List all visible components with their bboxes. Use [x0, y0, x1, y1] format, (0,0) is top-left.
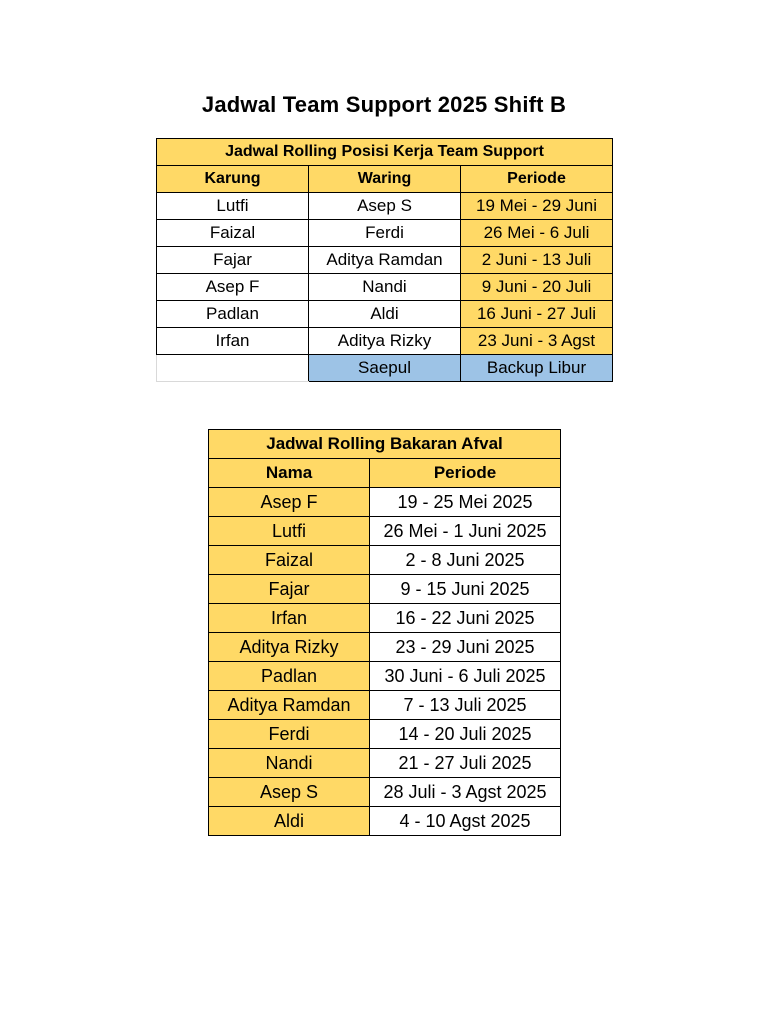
- waring-cell: Aditya Rizky: [309, 328, 461, 355]
- column-header-periode: Periode: [370, 459, 561, 488]
- table-row: [209, 633, 561, 662]
- backup-row: [157, 355, 613, 382]
- karung-cell: Faizal: [157, 220, 309, 247]
- table-row: [157, 220, 613, 247]
- periode-cell: 16 Juni - 27 Juli: [461, 301, 613, 328]
- periode-cell: 30 Juni - 6 Juli 2025: [370, 662, 561, 691]
- page-title: Jadwal Team Support 2025 Shift B: [201, 92, 567, 117]
- periode-cell: 21 - 27 Juli 2025: [370, 749, 561, 778]
- column-header-waring: Waring: [309, 166, 461, 193]
- empty-cell: [157, 355, 309, 382]
- table-row: [209, 575, 561, 604]
- periode-cell: 2 Juni - 13 Juli: [461, 247, 613, 274]
- karung-cell: Lutfi: [157, 193, 309, 220]
- nama-cell: Irfan: [209, 604, 370, 633]
- periode-cell: 4 - 10 Agst 2025: [370, 807, 561, 836]
- nama-cell: Asep S: [209, 778, 370, 807]
- table-row: [209, 546, 561, 575]
- periode-cell: 23 - 29 Juni 2025: [370, 633, 561, 662]
- periode-cell: 9 Juni - 20 Juli: [461, 274, 613, 301]
- table-row: [157, 274, 613, 301]
- table-row: [209, 488, 561, 517]
- table-row: [209, 778, 561, 807]
- periode-cell: 2 - 8 Juni 2025: [370, 546, 561, 575]
- periode-cell: 14 - 20 Juli 2025: [370, 720, 561, 749]
- nama-cell: Nandi: [209, 749, 370, 778]
- table-row: [209, 691, 561, 720]
- afval-rolling-table: [208, 429, 561, 836]
- nama-cell: Aditya Ramdan: [209, 691, 370, 720]
- periode-cell: 26 Mei - 1 Juni 2025: [370, 517, 561, 546]
- table-row: [209, 604, 561, 633]
- periode-cell: 26 Mei - 6 Juli: [461, 220, 613, 247]
- nama-cell: Lutfi: [209, 517, 370, 546]
- nama-cell: Aditya Rizky: [209, 633, 370, 662]
- nama-cell: Fajar: [209, 575, 370, 604]
- periode-cell: 7 - 13 Juli 2025: [370, 691, 561, 720]
- table-row: [157, 328, 613, 355]
- rolling-position-table: [156, 138, 613, 382]
- waring-cell: Nandi: [309, 274, 461, 301]
- column-header-karung: Karung: [157, 166, 309, 193]
- waring-cell: Asep S: [309, 193, 461, 220]
- nama-cell: Asep F: [209, 488, 370, 517]
- nama-cell: Padlan: [209, 662, 370, 691]
- karung-cell: Asep F: [157, 274, 309, 301]
- nama-cell: Ferdi: [209, 720, 370, 749]
- karung-cell: Fajar: [157, 247, 309, 274]
- table-row: [209, 517, 561, 546]
- table-row: [209, 720, 561, 749]
- waring-cell: Aditya Ramdan: [309, 247, 461, 274]
- waring-cell: Ferdi: [309, 220, 461, 247]
- periode-cell: 23 Juni - 3 Agst: [461, 328, 613, 355]
- periode-cell: 28 Juli - 3 Agst 2025: [370, 778, 561, 807]
- rolling-table-title: Jadwal Rolling Posisi Kerja Team Support: [157, 139, 613, 166]
- table-row: [209, 662, 561, 691]
- table-row: [209, 807, 561, 836]
- column-header-nama: Nama: [209, 459, 370, 488]
- karung-cell: Irfan: [157, 328, 309, 355]
- table-row: [157, 247, 613, 274]
- periode-cell: 19 - 25 Mei 2025: [370, 488, 561, 517]
- afval-table-title: Jadwal Rolling Bakaran Afval: [209, 430, 561, 459]
- table-row: [157, 301, 613, 328]
- nama-cell: Faizal: [209, 546, 370, 575]
- column-header-periode: Periode: [461, 166, 613, 193]
- table-row: [157, 193, 613, 220]
- periode-cell: 19 Mei - 29 Juni: [461, 193, 613, 220]
- nama-cell: Aldi: [209, 807, 370, 836]
- backup-name-cell: Saepul: [309, 355, 461, 382]
- backup-label-cell: Backup Libur: [461, 355, 613, 382]
- periode-cell: 9 - 15 Juni 2025: [370, 575, 561, 604]
- karung-cell: Padlan: [157, 301, 309, 328]
- periode-cell: 16 - 22 Juni 2025: [370, 604, 561, 633]
- table-row: [209, 749, 561, 778]
- waring-cell: Aldi: [309, 301, 461, 328]
